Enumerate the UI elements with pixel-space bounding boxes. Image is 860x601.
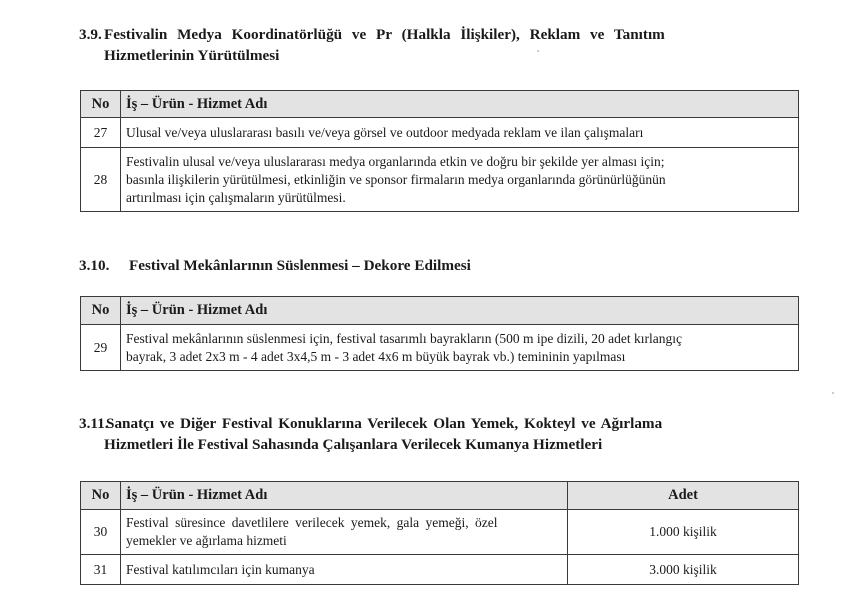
row-number: 29 xyxy=(81,325,121,371)
row-description: Ulusal ve/veya uluslararası basılı ve/veya görsel ve outdoor medyada reklam ve ilan çalışmaları xyxy=(121,118,799,148)
description-line: Festival süresince davetlilere verilecek yemek, gala yemeği, özel xyxy=(126,515,498,530)
section-3-10-heading xyxy=(79,255,799,277)
table-header-row xyxy=(81,91,799,118)
section-number: 3.9. xyxy=(79,26,102,43)
description-line: yemekler ve ağırlama hizmeti xyxy=(126,533,287,548)
row-number: 28 xyxy=(81,148,121,212)
section-title-line-2: Hizmetleri İle Festival Sahasında Çalışanlara Verilecek Kumanya Hizmetleri xyxy=(104,436,603,453)
description-line: bayrak, 3 adet 2x3 m - 4 adet 3x4,5 m - 3 adet 4x6 m büyük bayrak vb.) temininin yapılması xyxy=(126,348,626,364)
row-quantity: 3.000 kişilik xyxy=(568,555,799,585)
section-3-9-heading xyxy=(79,24,799,68)
row-description xyxy=(121,148,799,212)
row-number: 30 xyxy=(81,510,121,555)
row-quantity: 1.000 kişilik xyxy=(568,510,799,555)
row-number: 27 xyxy=(81,118,121,148)
column-header-quantity: Adet xyxy=(568,482,799,510)
table-3-9 xyxy=(80,90,799,212)
scan-speck xyxy=(537,50,539,52)
row-description: Festival katılımcıları için kumanya xyxy=(121,555,568,585)
table-3-10 xyxy=(80,296,799,371)
section-3-11-heading xyxy=(79,413,799,457)
table-row xyxy=(81,510,799,555)
table-row xyxy=(81,555,799,585)
table-row xyxy=(81,325,799,371)
description-line: Festival mekânlarının süslenmesi için, festival tasarımlı bayrakların (500 m ipe dizili, 20 adet kırlangıç xyxy=(126,330,682,346)
table-header-row xyxy=(81,297,799,325)
column-header-name: İş – Ürün - Hizmet Adı xyxy=(121,482,568,510)
description-line: Festivalin ulusal ve/veya uluslararası medya organlarında etkin ve doğru bir şekilde yer alması için; xyxy=(126,153,665,169)
table-header-row xyxy=(81,482,799,510)
section-number: 3.10. xyxy=(79,257,110,274)
row-number: 31 xyxy=(81,555,121,585)
section-title-line-1: Sanatçı ve Diğer Festival Konuklarına Verilecek Olan Yemek, Kokteyl ve Ağırlama xyxy=(106,415,663,432)
table-3-11 xyxy=(80,481,799,585)
row-description xyxy=(121,325,799,371)
scan-speck xyxy=(832,392,834,394)
column-header-no: No xyxy=(81,91,121,118)
section-title-line-1: Festival Mekânlarının Süslenmesi – Dekore Edilmesi xyxy=(129,257,471,274)
description-line: artırılması için çalışmaların yürütülmesi. xyxy=(126,189,346,205)
row-description xyxy=(121,510,568,555)
section-number: 3.11. xyxy=(79,415,109,432)
section-title-line-2: Hizmetlerinin Yürütülmesi xyxy=(104,47,280,64)
table-row xyxy=(81,148,799,212)
section-title-line-1: Festivalin Medya Koordinatörlüğü ve Pr (Halkla İlişkiler), Reklam ve Tanıtım xyxy=(104,26,665,43)
column-header-name: İş – Ürün - Hizmet Adı xyxy=(121,297,799,325)
column-header-no: No xyxy=(81,297,121,325)
column-header-name: İş – Ürün - Hizmet Adı xyxy=(121,91,799,118)
table-row xyxy=(81,118,799,148)
description-line: basınla ilişkilerin yürütülmesi, etkinliğin ve sponsor firmaların medya organlarında görünürlüğünün xyxy=(126,171,666,187)
column-header-no: No xyxy=(81,482,121,510)
